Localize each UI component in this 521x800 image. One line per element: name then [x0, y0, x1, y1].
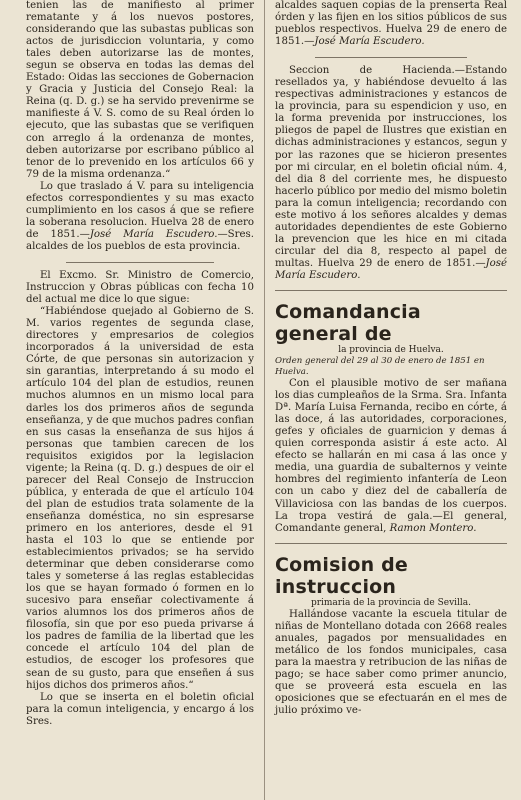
right-paragraph-2-text: Seccion de Hacienda.—Estando resellados ya, y habiéndose devuelto á las respectivas administraciones y estancos de la provincia, para su espendicion y uso, en la forma prevenida por instrucciones, los pliegos de papel de Ilustres que existian en dichas administraciones y estancos, segun y por las razones que se hicieron presentes por mi circular, en el boletin oficial núm. 4, del dia 8 del corriente mes, he dispuesto hacerlo público por medio del mismo boletin para la comun inteligencia; recordando con este motivo á los señores alcaldes y demas autoridades dependientes de este Gobierno la prevencion que les hice en mi citada circular del dia 8, respecto al papel de multas. Huelva 29 de enero de 1851.— — [275, 65, 507, 269]
left-paragraph-2-text: Lo que traslado á V. para su inteligencia efectos correspondientes y su mas exacto cumplimiento en los casos á que se refiere la soberana resolucion. Huelva 28 de enero de 1851.— — [26, 180, 254, 240]
right-paragraph-3-text: Con el plausible motivo de ser mañana los dias cumpleaños de la Srma. Sra. Infanta Dª. María Luisa Fernanda, recibo en córte, á las doce, á las autoridades, corporaciones, gefes y oficiales de guarnicion y demas á quien corresponda asistir á este acto. Al efecto se hallarán en mi casa á las once y media, una guardia de subalternos y veinte hombres del regimiento infantería de Leon con un cabo y diez del de caballería de Villaviciosa con las bandas de los cuerpos. La tropa vestirá de gala.—El general, Comandante general, — [275, 378, 507, 534]
separator-rule — [275, 543, 507, 544]
section-heading-comision: Comision de instruccion — [275, 553, 409, 598]
left-paragraph-2 — [26, 181, 254, 253]
left-paragraph-1: tenien las de manifiesto al primer rematante y á los nuevos postores, considerando que las subastas publicas son actos de jurisdiccion voluntaria, y como tales deben autorizarse las de montes, segun se observa en todas las demas del Estado: Oidas las secciones de Gobernacion y Gracia y Justicia del Consejo Real: la Reina (q. D. g.) se ha servido prevenirme se manifieste á V. S. como de su Real órden lo ejecuto, que las subastas que se verifiquen con arreglo á la ordenanza de montes, deben autorizarse por escribano público al tenor de lo prevenido en los artículos 66 y 79 de la misma ordenanza.“ — [26, 0, 254, 180]
column-divider — [264, 0, 265, 800]
left-paragraph-3: El Excmo. Sr. Ministro de Comercio, Instruccion y Obras públicas con fecha 10 del actual me dice lo que sigue: — [26, 269, 254, 306]
right-paragraph-2 — [275, 65, 507, 282]
separator-rule — [66, 262, 214, 263]
right-paragraph-4: Hallándose vacante la escuela titular de niñas de Montellano dotada con 2668 reales anuales, pagados por mensualidades en metálico de los fondos municipales, casa para la maestra y retribucion de las niñas de pago; se hace saber como primer anuncio, que se proveerá esta escuela en las oposiciones que se efectuarán en el mes de julio próximo ve- — [275, 608, 507, 717]
right-paragraph-2-signature: José María Escudero. — [275, 257, 507, 281]
right-paragraph-3 — [275, 378, 507, 535]
left-column — [26, 0, 254, 800]
section-heading-comandancia: Comandancia general de — [275, 301, 421, 346]
left-paragraph-2-signature: José María Escudero. — [89, 228, 218, 240]
right-paragraph-1 — [275, 0, 507, 48]
section-subheading-comandancia: la provincia de Huelva. — [338, 345, 444, 356]
right-paragraph-1-text: alcaldes saquen copias de la prenserta Real órden y las fijen en los sitios públicos de sus pueblos respectivos. Huelva 29 de enero de 1851.— — [275, 0, 507, 48]
right-column — [275, 0, 507, 800]
right-paragraph-3-signature: Ramon Montero. — [389, 522, 477, 534]
separator-rule — [315, 57, 467, 58]
left-paragraph-5: Lo que se inserta en el boletin oficial para la comun inteligencia, y encargo á los Sres. — [26, 691, 254, 727]
left-paragraph-2-tail: —Sres. alcaldes de los pueblos de esta provincia. — [26, 228, 254, 252]
separator-rule — [275, 290, 507, 291]
section-subheading-comision: primaria de la provincia de Sevilla. — [310, 597, 472, 608]
order-dateline: Orden general del 29 al 30 de enero de 1851 en Huelva. — [275, 356, 485, 378]
left-paragraph-4: “Habiéndose quejado al Gobierno de S. M. varios regentes de segunda clase, directores y empresarios de colegios incorporados á la universidad de esta Córte, de que personas sin autorizacion y sin garantias, interpretando á su modo el artículo 104 del plan de estudios, reunen muchos alumnos en un mismo local para darles los dos primeros años de segunda enseñanza, y de que muchos padres confian en sus casas la enseñanza de sus hijos á personas que tambien carecen de los requisitos exigidos por la legislacion vigente; la Reina (q. D. g.) despues de oir el parecer del Real Consejo de Instruccion pública, y enterada de que el artículo 104 del plan de estudios trata solamente de la enseñanza doméstica, no sin espresarse primero en los anteriores, desde el 91 hasta el 103 lo que se entiende por establecimientos privados; se ha servido determinar que deben considerarse como tales y someterse á las reglas establecidas los que se hayan formado ó formen en lo sucesivo para enseñar colectivamente á varios alumnos los dos primeros años de filosofía, sin que por eso pueda privarse á los padres de familia de la libertad que les concede el artículo 104 del plan de estudios, de escoger los profesores que sean de su gusto, para que enseñen á sus hijos dichos dos primeros años.“ — [26, 306, 254, 691]
right-paragraph-1-signature: José María Escudero. — [314, 36, 425, 48]
